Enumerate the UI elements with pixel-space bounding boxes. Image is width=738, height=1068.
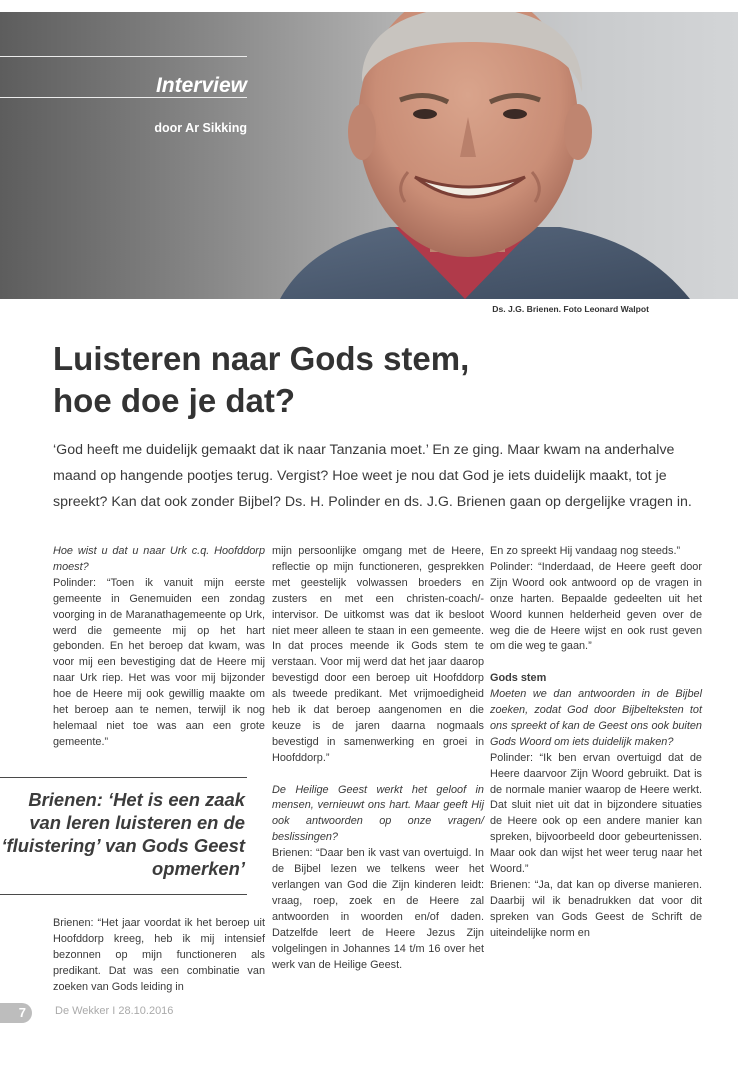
question-1: Hoe wist u dat u naar Urk c.q. Hoofddorp moest?: [53, 545, 265, 573]
footer-publication: De Wekker I 28.10.2016: [55, 1005, 174, 1017]
column-2: [272, 544, 484, 973]
kicker-rule-top: [0, 56, 247, 57]
kicker-rule-bottom: [0, 97, 247, 98]
question-3: Moeten we dan antwoorden in de Bijbel zoeken, zodat God door Bijbelteksten tot ons spreekt of kan de Geest ons ook buiten Gods Woord om iets duidelijk maken?: [490, 688, 702, 748]
lead-paragraph: ‘God heeft me duidelijk gemaakt dat ik naar Tanzania moet.’ En ze ging. Maar kwam na anderhalve maand op hangende pootjes terug. Vergist? Hoe weet je nou dat God je iets duidelijk maakt, tot je spreekt? Kan dat ook zonder Bijbel? Ds. H. Polinder en ds. J.G. Brienen gaan op dergelijke vragen in.: [53, 442, 692, 510]
section-kicker: Interview: [155, 74, 247, 97]
byline: door Ar Sikking: [154, 121, 247, 135]
answer-polinder-1: Polinder: “Toen ik vanuit mijn eerste gemeente in Genemuiden een zondag voorging in de Maranathagemeente op Urk, werd die gemeente mij op het hart gebonden. En het beroep dat kwam, was voor mij een bevestiging dat de Heere mij naar Urk riep. Het was voor mij bijzonder hoe de Heere mij ook gewillig maakte om het beroep aan te nemen, terwijl ik nog helemaal niet toe was aan een grote gemeente.”: [53, 576, 265, 748]
question-2: De Heilige Geest werkt het geloof in mensen, vernieuwt ons hart. Maar geeft Hij ook antwoorden op onze vragen/ beslissingen?: [272, 783, 484, 844]
answer-brienen-1-continued: mijn persoonlijke omgang met de Heere, reflectie op mijn functioneren, gesprekken met geestelijk volwassen broeders en zusters en met een christen-coach/-intervisor. De uitkomst was dat ik besloot niet meer alleen te staan in een gemeente. In dat proces meende ik Gods stem te verstaan. Voor mij werd dat het jaar daarop bevestigd door een beroep uit Hoofddorp als tweede predikant. Met vrijmoedigheid heb ik dat beroep aangenomen en die keuze is de jaren daarna nogmaals bevestigd in samenwerking en groei in Hoofddorp.”: [272, 545, 484, 764]
answer-brienen-1: Brienen: “Het jaar voordat ik het beroep uit Hoofddorp kreeg, heb ik mij intensief bezonnen op mijn functioneren als predikant. Dat was een combinatie van zoeken van Gods leiding in: [53, 917, 265, 993]
answer-brienen-2: Brienen: “Daar ben ik vast van overtuigd. In de Bijbel lezen we telkens weer het verlangen van God die Zijn kinderen leidt: vraag, roep, zoek en de Heere zal antwoorden in woorden en/of daden. Datzelfde leert de Heere Jezus Zijn volgelingen in Johannes 14 t/m 16 over het werk van de Heilige Geest.: [272, 847, 484, 971]
answer-polinder-3: Polinder: “Ik ben ervan overtuigd dat de Heere daarvoor Zijn Woord gebruikt. Dat is de normale manier waarop de Heere werkt. Dat sluit niet uit dat in bijzondere situaties de Heere ook op een andere manier kan spreken, bijvoorbeeld door gebeurtenissen. Maar ook dan wijst het weer terug naar het Woord.”: [490, 751, 702, 876]
headline-line-2: hoe doe je dat?: [53, 382, 296, 419]
answer-brienen-3: Brienen: “Ja, dat kan op diverse manieren. Daarbij wil ik benadrukken dat voor dit spreken van Gods Geest de Schrift de uiteindelijke norm en: [490, 879, 702, 939]
photo-caption: Ds. J.G. Brienen. Foto Leonard Walpot: [492, 304, 649, 314]
pull-quote-text: Brienen: ‘Het is een zaak van leren luisteren en de ‘fluistering’ van Gods Geest opmerken’: [1, 789, 245, 879]
headline: [53, 338, 693, 422]
answer-polinder-2: Polinder: “Inderdaad, de Heere geeft door Zijn Woord ook antwoord op de vragen in onze harten. Bepaalde gedeelten uit het Woord kunnen helderheid geven over de weg die de Heere wijst en ook rust geven om die weg te gaan.”: [490, 560, 702, 653]
headline-line-1: Luisteren naar Gods stem,: [53, 340, 470, 377]
column-1: [53, 544, 265, 751]
page-number: 7: [0, 1003, 32, 1023]
column-3: [490, 544, 702, 942]
subheading-gods-stem: Gods stem: [490, 672, 547, 685]
column-1-continued: [53, 916, 265, 996]
header-photo: [0, 12, 738, 299]
answer-brienen-2-continued: En zo spreekt Hij vandaag nog steeds.”: [490, 545, 681, 557]
pull-quote: [0, 777, 247, 895]
